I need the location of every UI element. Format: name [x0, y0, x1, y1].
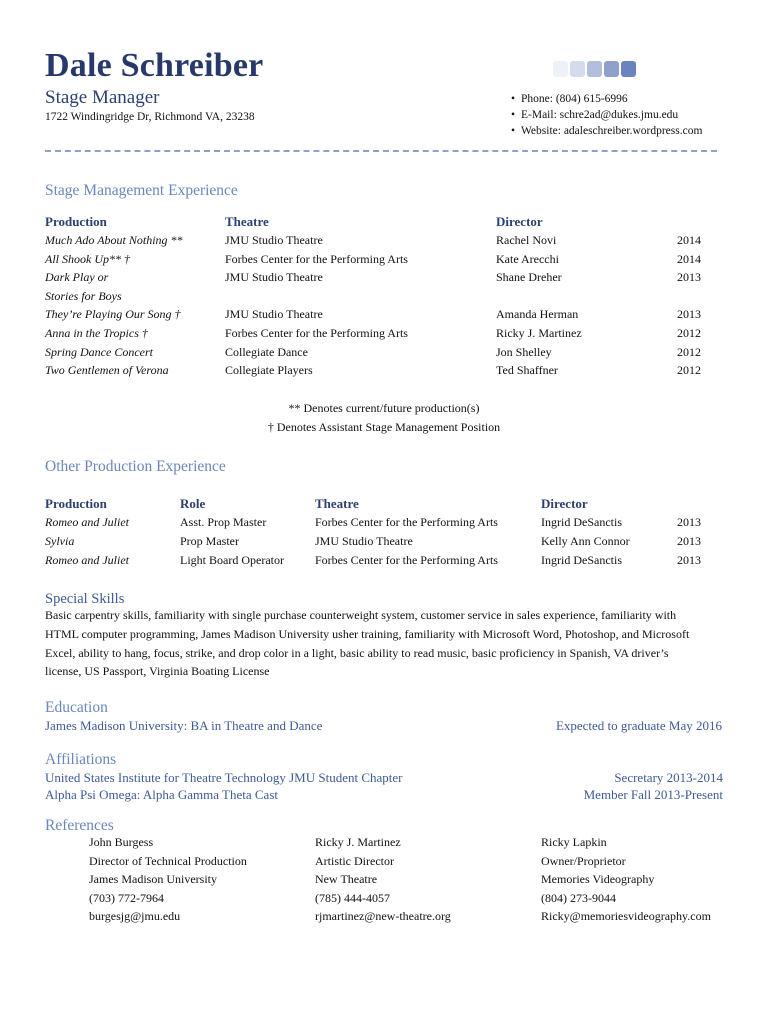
reference-org: James Madison University — [89, 872, 217, 887]
reference-title: Owner/Proprietor — [541, 853, 626, 868]
reference-name: Ricky Lapkin — [541, 835, 607, 849]
table-cell: JMU Studio Theatre — [315, 534, 413, 548]
table-cell: Amanda Herman — [496, 307, 579, 321]
table-cell: Stories for Boys — [45, 289, 122, 303]
note-assistant: † Denotes Assistant Stage Management Position — [267, 420, 501, 434]
reference-email[interactable]: burgesjg@jmu.edu — [89, 909, 181, 924]
contact-email-text[interactable]: E-Mail: schre2ad@dukes.jmu.edu — [521, 109, 679, 121]
table-cell: 2013 — [677, 270, 701, 284]
table-row: Dark Play or — [45, 270, 109, 284]
reference-card — [541, 833, 711, 926]
accent-square — [621, 61, 636, 77]
affiliation-org: United States Institute for Theatre Technology JMU Student Chapter — [45, 770, 403, 785]
table-cell: JMU Studio Theatre — [225, 233, 323, 247]
accent-square — [553, 61, 568, 77]
special-skills-heading: Special Skills — [45, 591, 125, 607]
table-cell: Forbes Center for the Performing Arts — [225, 252, 408, 266]
table-cell: Ingrid DeSanctis — [541, 515, 622, 529]
accent-squares — [553, 61, 636, 77]
table-cell: Jon Shelley — [496, 345, 552, 359]
table-row: All Shook Up** † — [45, 252, 130, 266]
special-skills-text — [45, 606, 725, 681]
skills-line: Basic carpentry skills, familiarity with single purchase counterweight system, customer service in sales experience, familiarity with — [45, 608, 677, 622]
table-cell: Kelly Ann Connor — [541, 534, 630, 548]
reference-phone: (785) 444-4057 — [315, 890, 390, 905]
table-row: Anna in the Tropics † — [45, 326, 148, 340]
table-row: Much Ado About Nothing ** — [45, 233, 183, 247]
table-cell: 2012 — [677, 345, 701, 359]
table-cell: Light Board Operator — [180, 553, 284, 567]
reference-name: John Burgess — [89, 835, 154, 849]
table-row: They’re Playing Our Song † — [45, 307, 181, 321]
col-theatre: Theatre — [315, 496, 359, 511]
table-cell: JMU Studio Theatre — [225, 270, 323, 284]
reference-org: Memories Videography — [541, 872, 655, 887]
table-cell: 2014 — [677, 233, 701, 247]
col-production: Production — [45, 496, 107, 511]
table-cell: Collegiate Dance — [225, 345, 308, 359]
table-cell: JMU Studio Theatre — [225, 307, 323, 321]
table-cell: 2013 — [677, 307, 701, 321]
table-cell: 2012 — [677, 363, 701, 377]
bullet-icon: • — [511, 109, 516, 121]
table-cell: Ted Shaffner — [496, 363, 558, 377]
col-theatre: Theatre — [225, 214, 269, 229]
education-heading: Education — [45, 699, 108, 716]
table-cell: 2014 — [677, 252, 701, 266]
reference-title: Artistic Director — [315, 853, 394, 868]
affiliation-org: Alpha Psi Omega: Alpha Gamma Theta Cast — [45, 787, 278, 802]
accent-square — [587, 61, 602, 77]
table-row: Two Gentlemen of Verona — [45, 363, 169, 377]
table-cell: Shane Dreher — [496, 270, 562, 284]
table-cell: Ingrid DeSanctis — [541, 553, 622, 567]
contact-website[interactable] — [511, 124, 702, 139]
table-cell: 2012 — [677, 326, 701, 340]
table-cell: Collegiate Players — [225, 363, 313, 377]
education-graduation: Expected to graduate May 2016 — [555, 718, 722, 733]
affiliations-heading: Affiliations — [45, 751, 117, 768]
table-row: Romeo and Juliet — [45, 515, 129, 529]
reference-name: Ricky J. Martinez — [315, 835, 401, 849]
table-cell: Asst. Prop Master — [180, 515, 267, 529]
reference-phone: (703) 772-7964 — [89, 890, 164, 905]
col-role: Role — [180, 496, 206, 511]
stage-management-heading: Stage Management Experience — [45, 182, 238, 199]
references-heading: References — [45, 817, 114, 834]
skills-line: license, US Passport, Virginia Boating License — [45, 664, 270, 679]
reference-org: New Theatre — [315, 872, 378, 887]
table-cell: Rachel Novi — [496, 233, 557, 247]
bullet-icon: • — [511, 93, 516, 105]
col-director: Director — [496, 214, 543, 229]
other-production-heading: Other Production Experience — [45, 458, 226, 475]
bullet-icon: • — [511, 125, 516, 137]
resume-name: Dale Schreiber — [45, 47, 264, 84]
contact-website-text[interactable]: Website: adaleschreiber.wordpress.com — [521, 125, 703, 137]
col-director: Director — [541, 496, 588, 511]
table-cell: 2013 — [677, 534, 701, 548]
address: 1722 Windingridge Dr, Richmond VA, 23238 — [45, 111, 255, 123]
accent-square — [570, 61, 585, 77]
table-cell: Kate Arecchi — [496, 252, 559, 266]
education-school: James Madison University: BA in Theatre and Dance — [45, 718, 323, 733]
skills-line: Excel, ability to hang, focus, strike, and drop color in a light, basic ability to read music, basic proficiency in Spanish, VA driver’s — [45, 645, 669, 660]
contact-phone — [511, 92, 628, 107]
reference-card — [315, 833, 451, 926]
table-cell: Ricky J. Martinez — [496, 326, 582, 340]
reference-title: Director of Technical Production — [89, 853, 247, 868]
contact-phone-text: Phone: (804) 615-6996 — [521, 93, 628, 105]
table-cell: 2013 — [677, 553, 701, 567]
table-row: Spring Dance Concert — [45, 345, 153, 359]
table-cell: Forbes Center for the Performing Arts — [315, 553, 498, 567]
table-cell: 2013 — [677, 515, 701, 529]
note-current: ** Denotes current/future production(s) — [288, 401, 480, 415]
reference-email[interactable]: rjmartinez@new-theatre.org — [315, 909, 451, 924]
skills-line: HTML computer programming, James Madison University usher training, familiarity with Microsoft Word, Photoshop, and Microsoft — [45, 626, 690, 641]
table-row: Romeo and Juliet — [45, 553, 129, 567]
table-cell: Prop Master — [180, 534, 239, 548]
contact-email[interactable] — [511, 108, 678, 123]
reference-email[interactable]: Ricky@memoriesvideography.com — [541, 909, 711, 924]
accent-square — [604, 61, 619, 77]
resume-title: Stage Manager — [45, 87, 160, 108]
reference-phone: (804) 273-9044 — [541, 890, 616, 905]
table-cell: Forbes Center for the Performing Arts — [225, 326, 408, 340]
affiliation-role: Secretary 2013-2014 — [614, 770, 723, 785]
header-divider — [45, 150, 717, 152]
reference-card — [89, 833, 247, 926]
table-cell: Forbes Center for the Performing Arts — [315, 515, 498, 529]
affiliation-role: Member Fall 2013-Present — [583, 787, 723, 802]
table-row: Sylvia — [45, 534, 75, 548]
col-production: Production — [45, 214, 107, 229]
